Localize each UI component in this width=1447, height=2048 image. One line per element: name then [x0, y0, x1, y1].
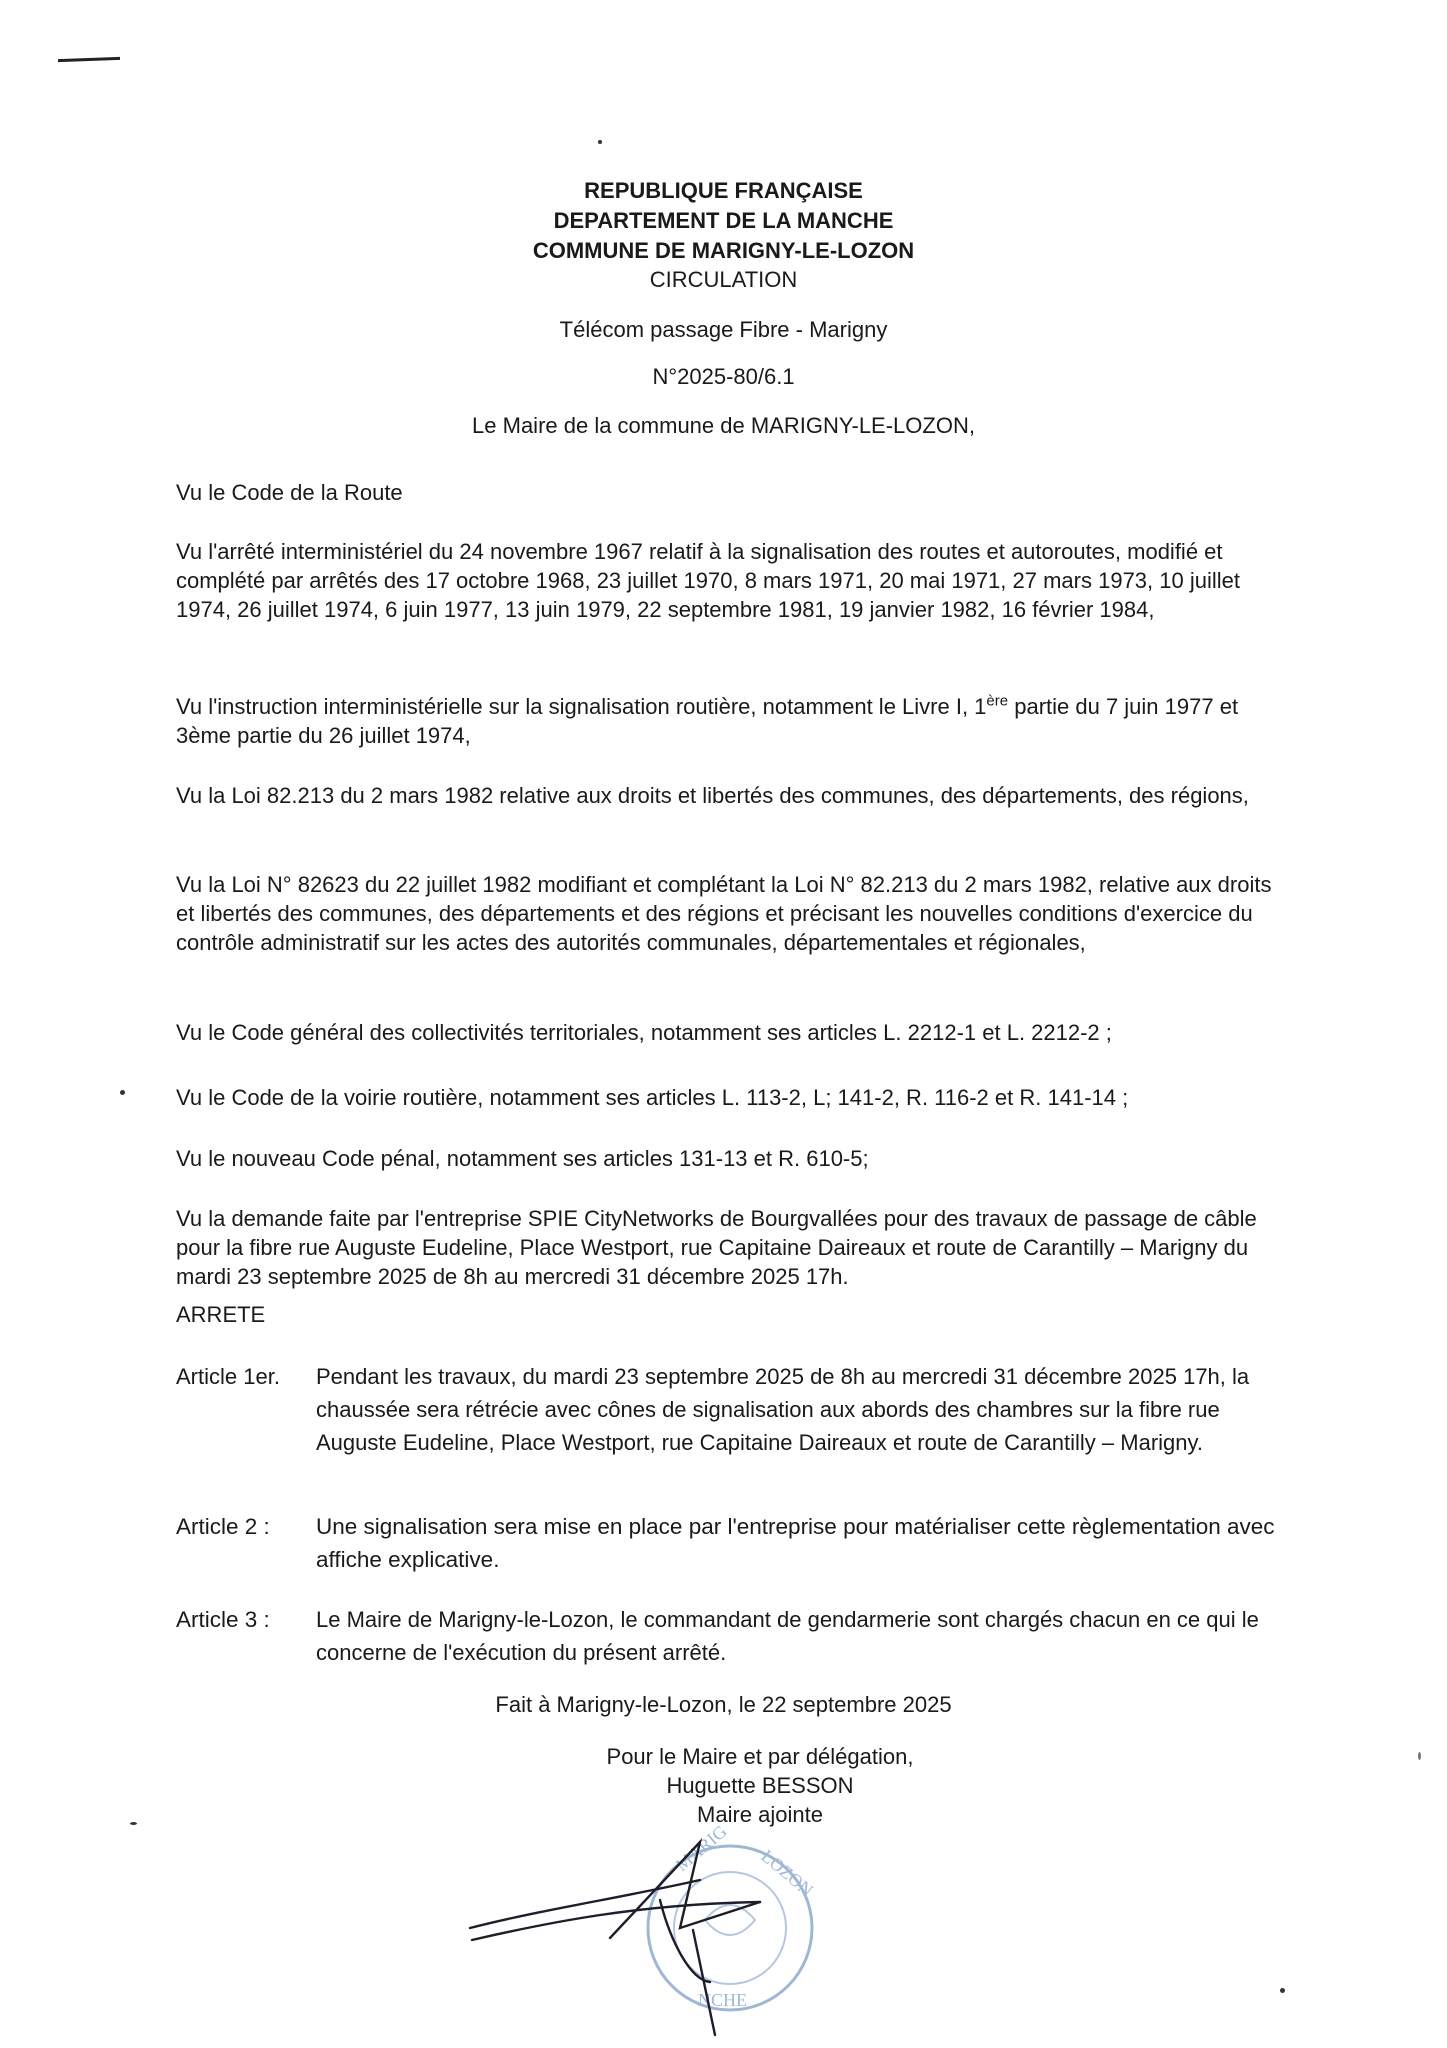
svg-text:MARIG: MARIG [671, 1821, 731, 1876]
consideration-code-penal: Vu le nouveau Code pénal, notamment ses articles 131-13 et R. 610-5; [176, 1146, 869, 1171]
mayor-intro: Le Maire de la commune de MARIGNY-LE-LOZON, [472, 413, 975, 438]
consideration-code-route: Vu le Code de la Route [176, 480, 403, 505]
fait-a: Fait à Marigny-le-Lozon, le 22 septembre 2025 [495, 1692, 952, 1717]
consideration-loi-82623: Vu la Loi N° 82623 du 22 juillet 1982 modifiant et complétant la Loi N° 82.213 du 2 mars 1982, relative aux droits et libertés des communes, des départements et des régions et précisant les nouvelles conditions d'exercice du contrôle administratif sur les actes des autorités communales, départementales et régionales, [176, 872, 1272, 955]
signature-delegation: Pour le Maire et par délégation, [606, 1744, 914, 1769]
svg-text:LOZON: LOZON [757, 1845, 818, 1901]
article-1-label: Article 1er. [176, 1364, 280, 1389]
scan-speck [1280, 1988, 1285, 1993]
header-circulation: CIRCULATION [649, 267, 798, 292]
subject: Télécom passage Fibre - Marigny [559, 317, 888, 342]
consideration-demande: Vu la demande faite par l'entreprise SPIE CityNetworks de Bourgvallées pour des travaux de passage de câble pour la fibre rue Auguste Eudeline, Place Westport, rue Capitaine Daireaux et route de Carantilly – Marigny du mardi 23 septembre 2025 de 8h au mercredi 31 décembre 2025 17h. [176, 1206, 1257, 1289]
scan-speck [598, 140, 602, 144]
signature-title: Maire ajointe [697, 1802, 823, 1827]
consideration-arrete-1967: Vu l'arrêté interministériel du 24 novembre 1967 relatif à la signalisation des routes et autoroutes, modifié et complété par arrêtés des 17 octobre 1968, 23 juillet 1970, 8 mars 1971, 20 mai 1971, 27 mars 1973, 10 juillet 1974, 26 juillet 1974, 6 juin 1977, 13 juin 1979, 22 septembre 1981, 19 janvier 1982, 16 février 1984, [176, 539, 1240, 622]
arrete-heading: ARRETE [176, 1302, 266, 1327]
article-3-text: Le Maire de Marigny-le-Lozon, le commandant de gendarmerie sont chargés chacun en ce qui le concerne de l'exécution du présent arrêté. [316, 1607, 1259, 1665]
reference-number: N°2025-80/6.1 [652, 364, 795, 389]
signature-and-stamp [460, 1810, 840, 2040]
scan-speck [130, 1822, 137, 1825]
article-1-text: Pendant les travaux, du mardi 23 septembre 2025 de 8h au mercredi 31 décembre 2025 17h, la chaussée sera rétrécie avec cônes de signalisation aux abords des chambres sur la fibre rue Auguste Eudeline, Place Westport, rue Capitaine Daireaux et route de Carantilly – Marigny. [316, 1364, 1250, 1455]
header-commune: COMMUNE DE MARIGNY-LE-LOZON [532, 238, 915, 263]
article-2-text: Une signalisation sera mise en place par l'entreprise pour matérialiser cette règlementation avec affiche explicative. [316, 1514, 1275, 1572]
svg-text:NCHE: NCHE [698, 1990, 747, 2010]
signature-name: Huguette BESSON [666, 1773, 854, 1798]
consideration-loi-82213: Vu la Loi 82.213 du 2 mars 1982 relative aux droits et libertés des communes, des départements, des régions, [176, 783, 1249, 808]
article-3-label: Article 3 : [176, 1607, 270, 1632]
header-republique: REPUBLIQUE FRANÇAISE [584, 178, 863, 203]
scan-speck [120, 1090, 125, 1095]
consideration-cgct: Vu le Code général des collectivités territoriales, notamment ses articles L. 2212-1 et L. 2212-2 ; [176, 1020, 1112, 1045]
mairie-stamp [648, 1821, 817, 2010]
consideration-voirie: Vu le Code de la voirie routière, notamment ses articles L. 113-2, L; 141-2, R. 116-2 et R. 141-14 ; [176, 1085, 1129, 1110]
scan-mark [58, 57, 120, 62]
consideration-instruction: Vu l'instruction interministérielle sur la signalisation routière, notamment le Livre I, 1ère partie du 7 juin 1977 et 3ème partie du 26 juillet 1974, [176, 692, 1239, 748]
header-departement: DEPARTEMENT DE LA MANCHE [553, 208, 894, 233]
article-2-label: Article 2 : [176, 1514, 270, 1539]
scan-speck [1418, 1752, 1421, 1760]
